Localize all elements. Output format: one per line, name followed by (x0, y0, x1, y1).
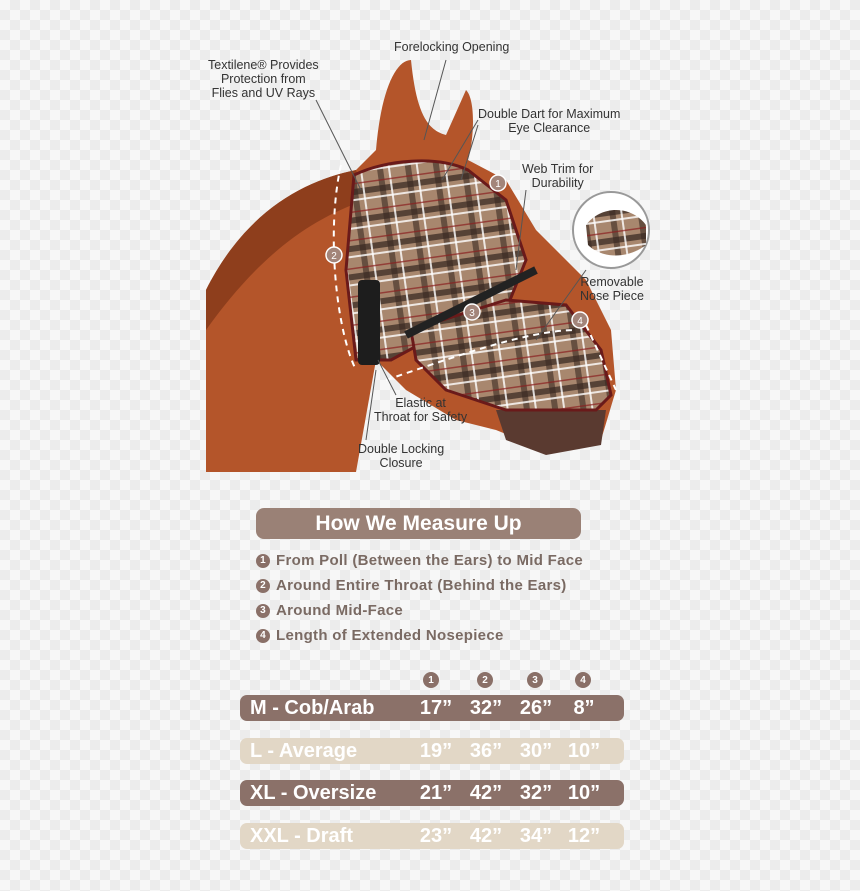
callout-removable-nose-piece: Removable Nose Piece (580, 275, 644, 303)
size-label: M - Cob/Arab (250, 697, 375, 719)
measure-title: How We Measure Up (256, 508, 581, 539)
callout-double-dart: Double Dart for Maximum Eye Clearance (478, 107, 621, 135)
size-row-m (240, 695, 624, 721)
step-3: 3 Around Mid-Face (256, 598, 583, 623)
svg-text:3: 3 (469, 308, 475, 319)
marker-1 (490, 175, 506, 191)
column-head-2: 2 (477, 672, 493, 688)
measure-steps (256, 548, 583, 648)
callout-textilene: Textilene® Provides Protection from Flies and UV Rays (208, 58, 319, 100)
size-row-xl (240, 780, 624, 806)
callout-web-trim: Web Trim for Durability (522, 162, 594, 190)
svg-text:1: 1 (495, 179, 501, 190)
size-value: 26” (519, 697, 553, 719)
size-value: 42” (469, 825, 503, 847)
size-value: 8” (573, 697, 595, 719)
column-head-3: 3 (527, 672, 543, 688)
column-head-1: 1 (423, 672, 439, 688)
size-value: 32” (519, 782, 553, 804)
step-2: 2 Around Entire Throat (Behind the Ears) (256, 573, 583, 598)
column-head-4: 4 (575, 672, 591, 688)
marker-2 (326, 247, 342, 263)
svg-text:4: 4 (577, 316, 583, 327)
callout-double-locking-closure: Double Locking Closure (358, 442, 445, 470)
size-value: 34” (519, 825, 553, 847)
size-value: 30” (519, 740, 553, 762)
marker-3 (464, 304, 480, 320)
size-row-l (240, 738, 624, 764)
size-value: 19” (419, 740, 453, 762)
size-label: XXL - Draft (250, 825, 353, 847)
size-value: 12” (567, 825, 601, 847)
marker-4 (572, 312, 588, 328)
callout-elastic-throat: Elastic at Throat for Safety (374, 396, 468, 424)
size-label: XL - Oversize (250, 782, 377, 804)
callout-forelock: Forelocking Opening (394, 40, 510, 54)
size-value: 42” (469, 782, 503, 804)
size-label: L - Average (250, 740, 358, 762)
size-value: 23” (419, 825, 453, 847)
size-value: 21” (419, 782, 453, 804)
size-value: 10” (567, 740, 601, 762)
svg-text:2: 2 (331, 251, 337, 262)
size-row-xxl (240, 823, 624, 849)
size-value: 36” (469, 740, 503, 762)
size-value: 32” (469, 697, 503, 719)
horse-fly-mask-illustration (206, 30, 660, 472)
size-value: 17” (419, 697, 453, 719)
size-value: 10” (567, 782, 601, 804)
step-1: 1 From Poll (Between the Ears) to Mid Face (256, 548, 583, 573)
step-4: 4 Length of Extended Nosepiece (256, 623, 583, 648)
